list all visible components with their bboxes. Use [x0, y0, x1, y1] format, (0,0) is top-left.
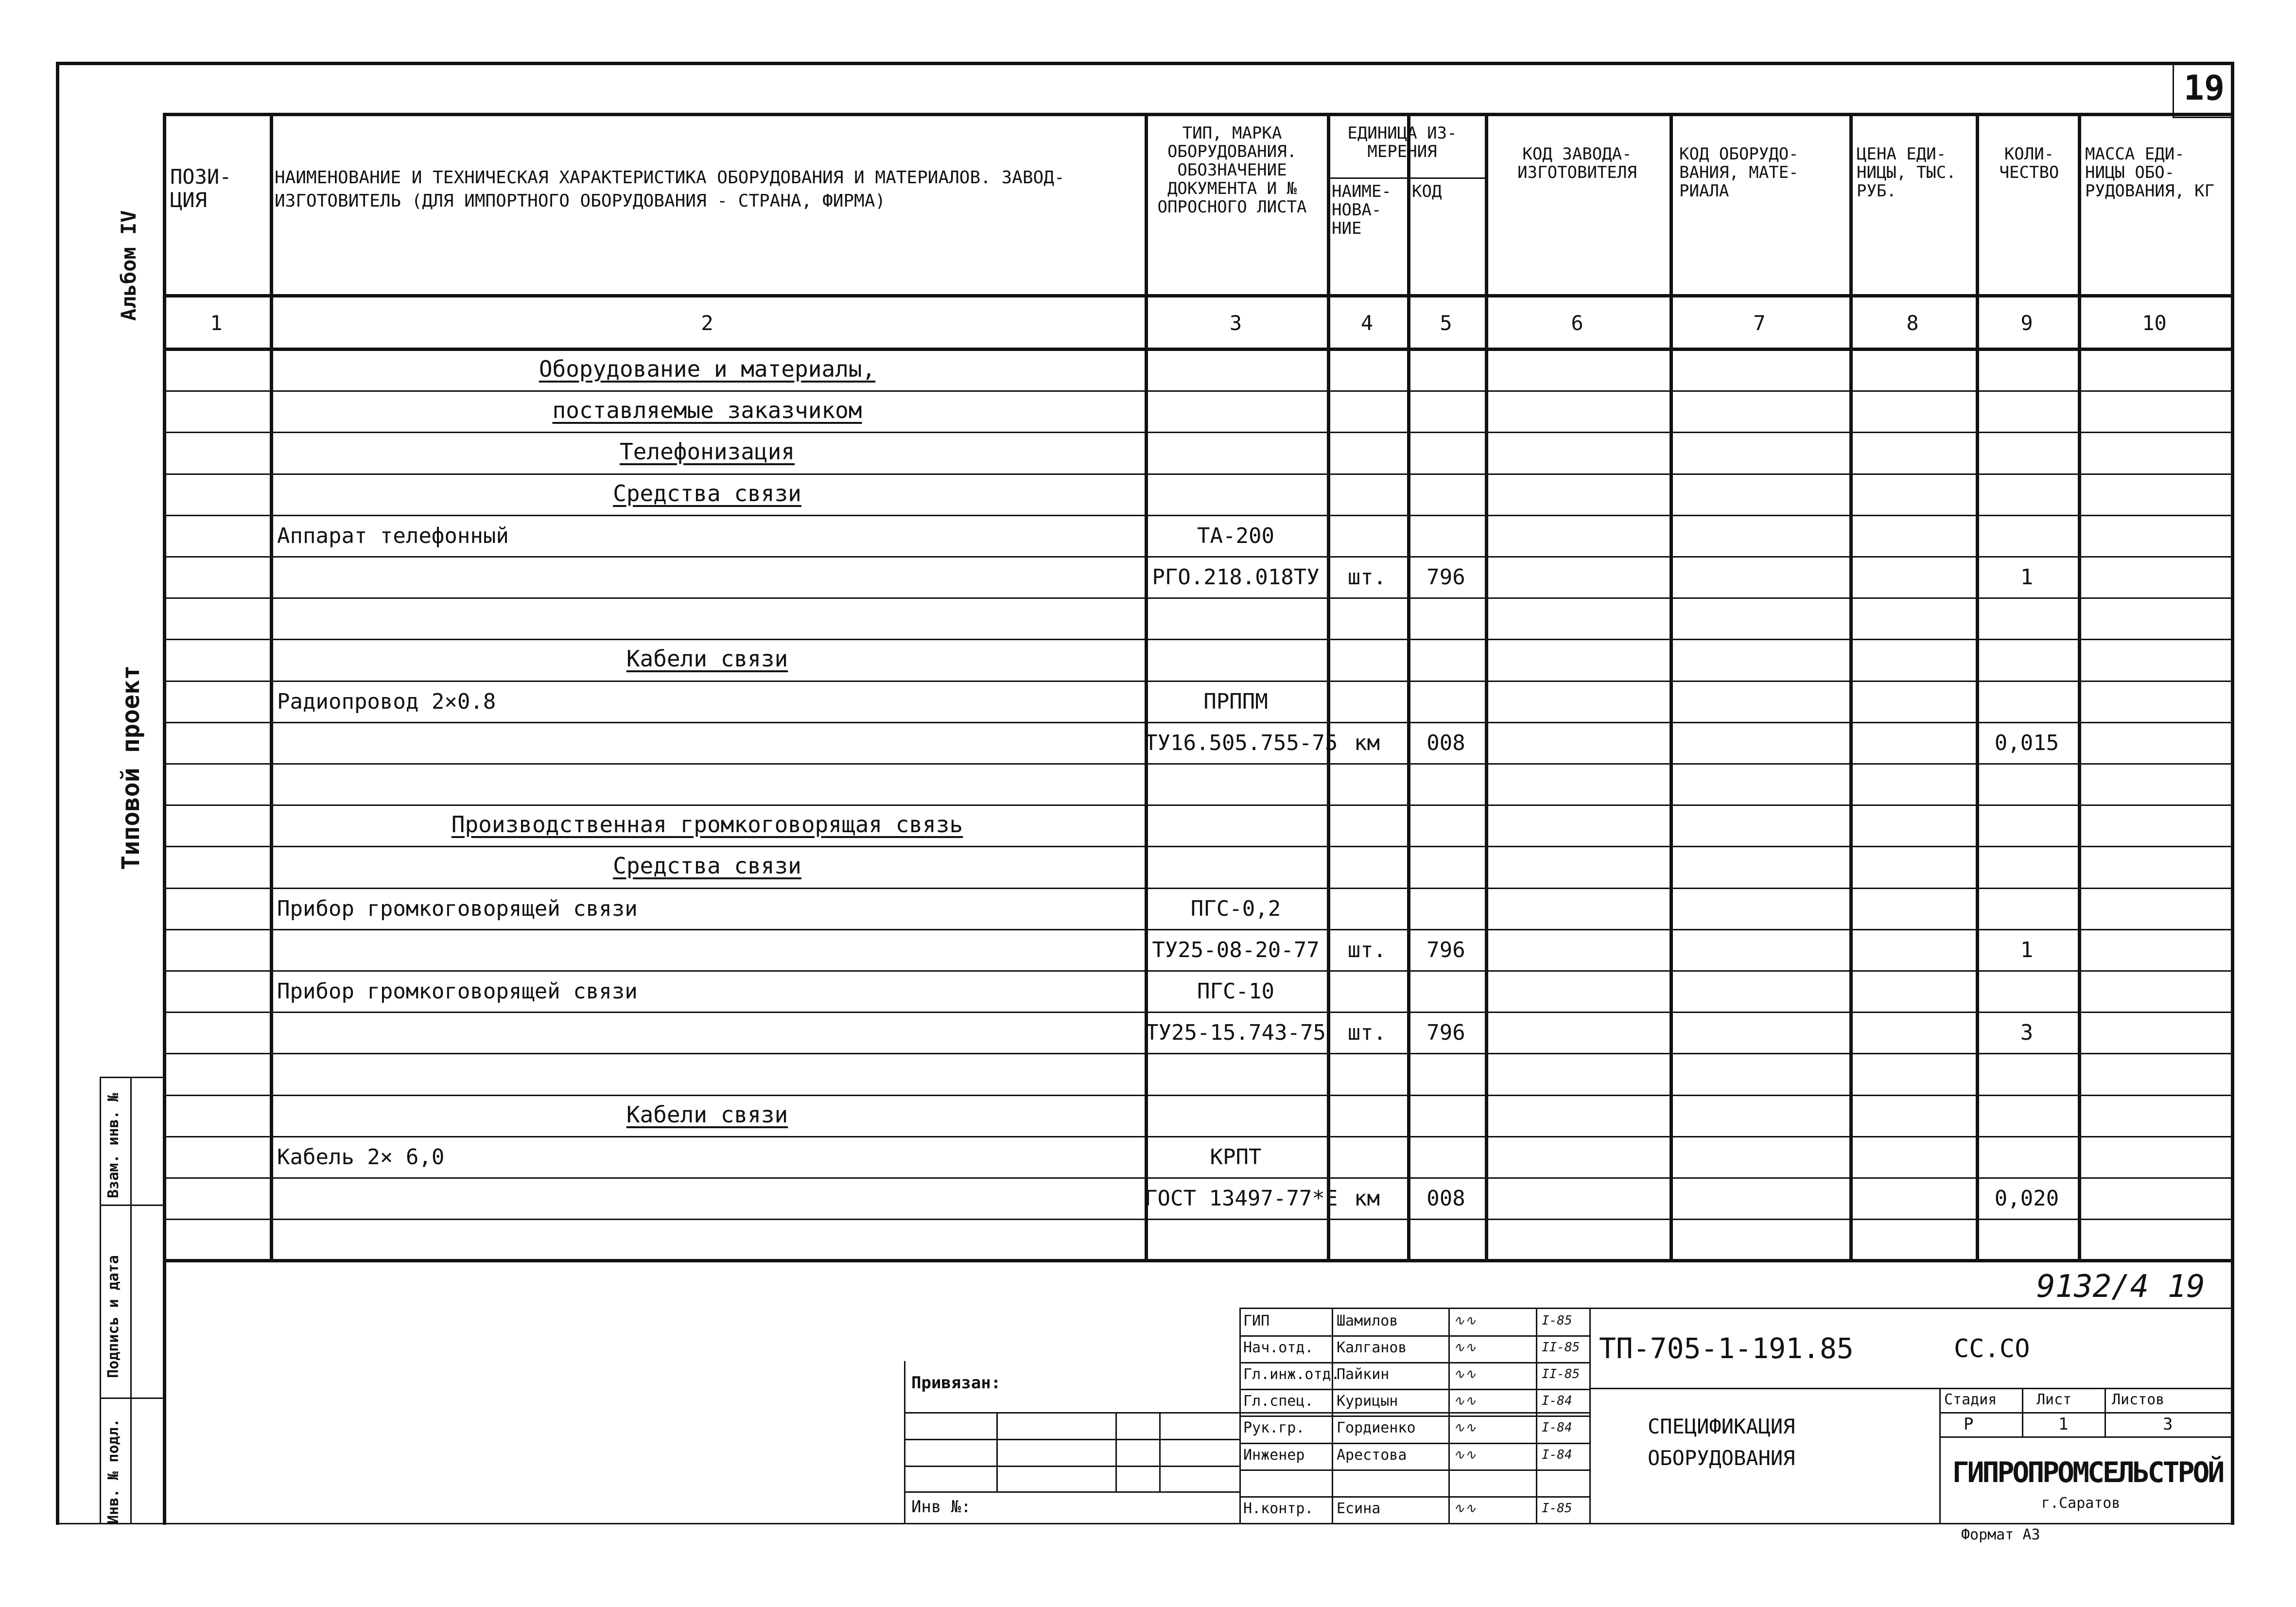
side-stamp-left — [100, 1077, 101, 1523]
header-mass: МАССА ЕДИ- НИЦЫ ОБО- РУДОВАНИЯ, КГ — [2085, 144, 2215, 201]
tb-role: Нач.отд. — [1243, 1339, 1314, 1357]
tb-signature-mark: ∿∿ — [1453, 1312, 1476, 1328]
tb-fr1 — [904, 1439, 1239, 1440]
row-line — [163, 722, 2233, 723]
section-heading: Оборудование и материалы, — [539, 356, 876, 382]
tb-row-line — [1239, 1443, 1589, 1444]
tb-name: Пайкин — [1337, 1366, 1390, 1383]
header-type: ТИП, МАРКА ОБОРУДОВАНИЯ. ОБОЗНАЧЕНИЕ ДОКУМЕНТА И № ОПРОСНОГО ЛИСТА — [1157, 123, 1307, 217]
column-line — [1670, 113, 1673, 1260]
item-type: ТА-200 — [1197, 523, 1274, 548]
tb-role: Инженер — [1243, 1446, 1305, 1464]
item-quantity: 1 — [2020, 937, 2034, 962]
tb-name: Шамилов — [1337, 1312, 1398, 1329]
tb-signature-mark: ∿∿ — [1453, 1366, 1476, 1382]
item-unit: шт. — [1347, 937, 1387, 962]
tb-name: Есина — [1337, 1500, 1381, 1517]
header-maker-code: КОД ЗАВОДА- ИЗГОТОВИТЕЛЯ — [1517, 144, 1637, 182]
tb-row-line — [1239, 1389, 1589, 1390]
item-type: РГО.218.018ТУ — [1152, 565, 1320, 590]
item-unit-code: 008 — [1426, 1186, 1465, 1211]
tb-signature-mark: ∿∿ — [1453, 1339, 1476, 1356]
row-line — [163, 473, 2233, 475]
unit-header-divider — [1327, 177, 1485, 179]
tb-doc-line — [1589, 1388, 2233, 1389]
title-line1: СПЕЦИФИКАЦИЯ — [1648, 1415, 1795, 1438]
header-equip-code: КОД ОБОРУДО- ВАНИЯ, МАТЕ- РИАЛА — [1679, 144, 1799, 201]
column-line — [1976, 113, 1979, 1260]
album-text: Альбом — [117, 247, 140, 321]
item-type: ТУ25-08-20-77 — [1152, 937, 1320, 962]
doc-number: ТП-705-1-191.85 — [1599, 1332, 1854, 1365]
tb-fr2 — [904, 1466, 1239, 1467]
section-heading: Производственная громкоговорящая связь — [451, 811, 963, 838]
item-quantity: 0,020 — [1994, 1186, 2059, 1211]
org-name: ГИПРОПРОМСЕЛЬСТРОЙ — [1952, 1456, 2223, 1489]
column-line — [1485, 113, 1488, 1260]
tb-date: II-85 — [1542, 1367, 1580, 1382]
tb-signature-mark: ∿∿ — [1453, 1446, 1476, 1463]
colnum-10: 10 — [2142, 311, 2167, 335]
row-line — [163, 597, 2233, 599]
row-line — [163, 681, 2233, 682]
tb-row-line — [1239, 1415, 1589, 1417]
item-type: КРПТ — [1210, 1144, 1262, 1170]
column-line — [1849, 113, 1853, 1260]
tb-date: I-85 — [1542, 1501, 1572, 1516]
format-label: Формат А3 — [1961, 1526, 2040, 1543]
item-quantity: 0,015 — [1994, 730, 2059, 755]
sheet-box-left — [2173, 62, 2174, 118]
item-name: Радиопровод 2×0.8 — [277, 689, 496, 714]
album-num: IV — [117, 210, 140, 235]
sheet-box-bottom — [2173, 117, 2232, 118]
tb-stage-v1 — [2022, 1388, 2023, 1436]
attached-label: Привязан: — [911, 1373, 1001, 1393]
tb-date: I-84 — [1542, 1420, 1572, 1435]
tb-name: Арестова — [1337, 1446, 1407, 1464]
section-heading: Средства связи — [613, 853, 801, 879]
row-line — [163, 888, 2233, 889]
org-city: г.Саратов — [2041, 1495, 2121, 1512]
side-stamp-sep1 — [100, 1205, 163, 1206]
header-name: НАИМЕНОВАНИЕ И ТЕХНИЧЕСКАЯ ХАРАКТЕРИСТИКА ОБОРУДОВАНИЯ И МАТЕРИАЛОВ. ЗАВОД-ИЗГОТОВИТЕЛЬ (ДЛЯ ИМПОРТНОГО ОБОРУДОВАНИЯ - СТРАНА, ФИРМА) — [275, 168, 1065, 211]
row-line — [163, 804, 2233, 806]
header-qty: КОЛИ- ЧЕСТВО — [1999, 144, 2059, 182]
item-type: ГОСТ 13497-77*Е — [1145, 1186, 1338, 1211]
item-quantity: 1 — [2020, 565, 2034, 590]
section-heading: Средства связи — [613, 480, 801, 507]
tb-role: ГИП — [1243, 1312, 1270, 1329]
column-line — [1407, 113, 1410, 1260]
colnum-4: 4 — [1360, 311, 1374, 335]
tb-signature-mark: ∿∿ — [1453, 1500, 1476, 1516]
item-type: ТУ25-15.743-75 — [1146, 1020, 1326, 1046]
project-label: Типовой проект — [117, 665, 145, 870]
colnum-6: 6 — [1571, 311, 1583, 335]
column-line — [1145, 113, 1148, 1260]
inv-label: Инв №: — [911, 1497, 971, 1517]
item-type: ТУ16.505.755-75 — [1145, 730, 1338, 755]
tb-attach-v2 — [1115, 1412, 1117, 1491]
frame-bottom — [56, 1523, 2234, 1524]
tb-name: Курицын — [1337, 1393, 1398, 1410]
row-line — [163, 556, 2233, 558]
tb-date: II-85 — [1542, 1340, 1580, 1355]
item-quantity: 3 — [2020, 1020, 2034, 1046]
item-type: ПГС-0,2 — [1190, 896, 1281, 921]
header-unit-code: КОД — [1412, 182, 1442, 201]
colnum-bottom — [163, 348, 2233, 351]
tb-role: Гл.спец. — [1243, 1393, 1314, 1410]
row-line — [163, 846, 2233, 847]
tb-row-line — [1239, 1496, 1589, 1498]
section-heading: Телефонизация — [619, 438, 795, 465]
frame-top — [56, 62, 2234, 65]
item-unit-code: 796 — [1426, 937, 1465, 962]
tb-attach-left — [904, 1361, 905, 1523]
colnum-8: 8 — [1906, 311, 1919, 335]
colnum-1: 1 — [210, 311, 223, 335]
tb-name: Калганов — [1337, 1339, 1407, 1357]
tb-row-line — [1239, 1469, 1589, 1471]
row-line — [163, 432, 2233, 433]
tb-right-sep — [1939, 1388, 1941, 1523]
row-line — [163, 1177, 2233, 1179]
side-inv-podl: Инв. № подл. — [105, 1418, 122, 1524]
row-line — [163, 1053, 2233, 1054]
header-bottom — [163, 294, 2233, 297]
column-line — [2078, 113, 2081, 1260]
column-line — [270, 113, 273, 1260]
stamp-top: 9132/4 19 — [2036, 1269, 2205, 1305]
section-heading: поставляемые заказчиком — [552, 397, 862, 424]
colnum-2: 2 — [701, 311, 713, 335]
tb-name: Гордиенко — [1337, 1419, 1416, 1437]
header-pos: ПОЗИ- ЦИЯ — [170, 165, 232, 212]
item-name: Аппарат телефонный — [277, 523, 509, 548]
column-line — [1327, 113, 1330, 1260]
side-stamp-mid — [130, 1077, 132, 1523]
item-unit-code: 796 — [1426, 565, 1465, 590]
tb-fr3 — [904, 1491, 1239, 1493]
side-stamp-top — [100, 1077, 163, 1078]
tb-date: I-85 — [1542, 1313, 1572, 1328]
table-bottom — [163, 1259, 2233, 1262]
colnum-5: 5 — [1440, 311, 1452, 335]
tb-date: I-84 — [1542, 1447, 1572, 1462]
header-unit-name: НАИМЕ- НОВА- НИЕ — [1332, 182, 1392, 238]
colnum-7: 7 — [1753, 311, 1766, 335]
row-line — [163, 929, 2233, 930]
doc-code: СС.СО — [1954, 1334, 2030, 1363]
item-type: ПГС-10 — [1197, 979, 1274, 1004]
colnum-9: 9 — [2020, 311, 2033, 335]
header-unit-group: ЕДИНИЦА ИЗ- МЕРЕНИЯ — [1347, 123, 1457, 161]
header-price: ЦЕНА ЕДИ- НИЦЫ, ТЫС. РУБ. — [1857, 144, 1956, 201]
sheet-value: 1 — [2058, 1415, 2069, 1434]
side-vzam: Взам. инв. № — [105, 1093, 122, 1198]
item-type: ПРППМ — [1203, 689, 1268, 714]
tb-names-v4 — [1589, 1308, 1591, 1523]
item-unit: шт. — [1347, 565, 1387, 590]
stage-label: Стадия — [1944, 1391, 1997, 1408]
row-line — [163, 390, 2233, 392]
tb-row-line — [1239, 1335, 1589, 1337]
tb-row-line — [1239, 1362, 1589, 1363]
tb-signature-mark: ∿∿ — [1453, 1419, 1476, 1436]
row-line — [163, 970, 2233, 972]
item-unit: км — [1354, 730, 1380, 755]
item-unit-code: 796 — [1426, 1020, 1465, 1046]
frame-left — [56, 62, 59, 1525]
row-line — [163, 639, 2233, 640]
side-sign-date: Подпись и дата — [105, 1255, 122, 1378]
stage-value: Р — [1964, 1415, 1974, 1434]
sheet-label: Лист — [2036, 1391, 2072, 1408]
tb-top-line — [1239, 1308, 2233, 1309]
row-line — [163, 1095, 2233, 1096]
sheets-label: Листов — [2112, 1391, 2165, 1408]
item-name: Прибор громкоговорящей связи — [277, 896, 638, 921]
item-unit: км — [1354, 1186, 1380, 1211]
item-unit-code: 008 — [1426, 730, 1465, 755]
tb-role: Н.контр. — [1243, 1500, 1314, 1517]
section-heading: Кабели связи — [626, 646, 788, 672]
row-line — [163, 1219, 2233, 1220]
row-line — [163, 1012, 2233, 1013]
sheets-value: 3 — [2163, 1415, 2173, 1434]
row-line — [163, 1136, 2233, 1137]
sheet-number: 19 — [2183, 68, 2225, 108]
colnum-3: 3 — [1229, 311, 1242, 335]
tb-signature-mark: ∿∿ — [1453, 1393, 1476, 1409]
tb-stage-mid — [1939, 1412, 2233, 1414]
frame-right — [2231, 62, 2234, 1525]
tb-attached-line — [904, 1412, 1589, 1414]
tb-date: I-84 — [1542, 1394, 1572, 1409]
item-unit: шт. — [1347, 1020, 1387, 1046]
album-label — [117, 210, 146, 321]
tb-attach-v3 — [1159, 1412, 1161, 1491]
tb-stage-v2 — [2105, 1388, 2106, 1436]
row-line — [163, 515, 2233, 516]
tb-stage-bot — [1939, 1436, 2233, 1438]
item-name: Кабель 2× 6,0 — [277, 1144, 445, 1170]
title-line2: ОБОРУДОВАНИЯ — [1648, 1446, 1795, 1470]
item-name: Прибор громкоговорящей связи — [277, 979, 638, 1004]
table-top — [163, 113, 2233, 116]
tb-attach-v1 — [996, 1412, 998, 1491]
section-heading: Кабели связи — [626, 1101, 788, 1128]
tb-role: Гл.инж.отд. — [1243, 1366, 1340, 1383]
row-line — [163, 763, 2233, 765]
tb-role: Рук.гр. — [1243, 1419, 1305, 1437]
